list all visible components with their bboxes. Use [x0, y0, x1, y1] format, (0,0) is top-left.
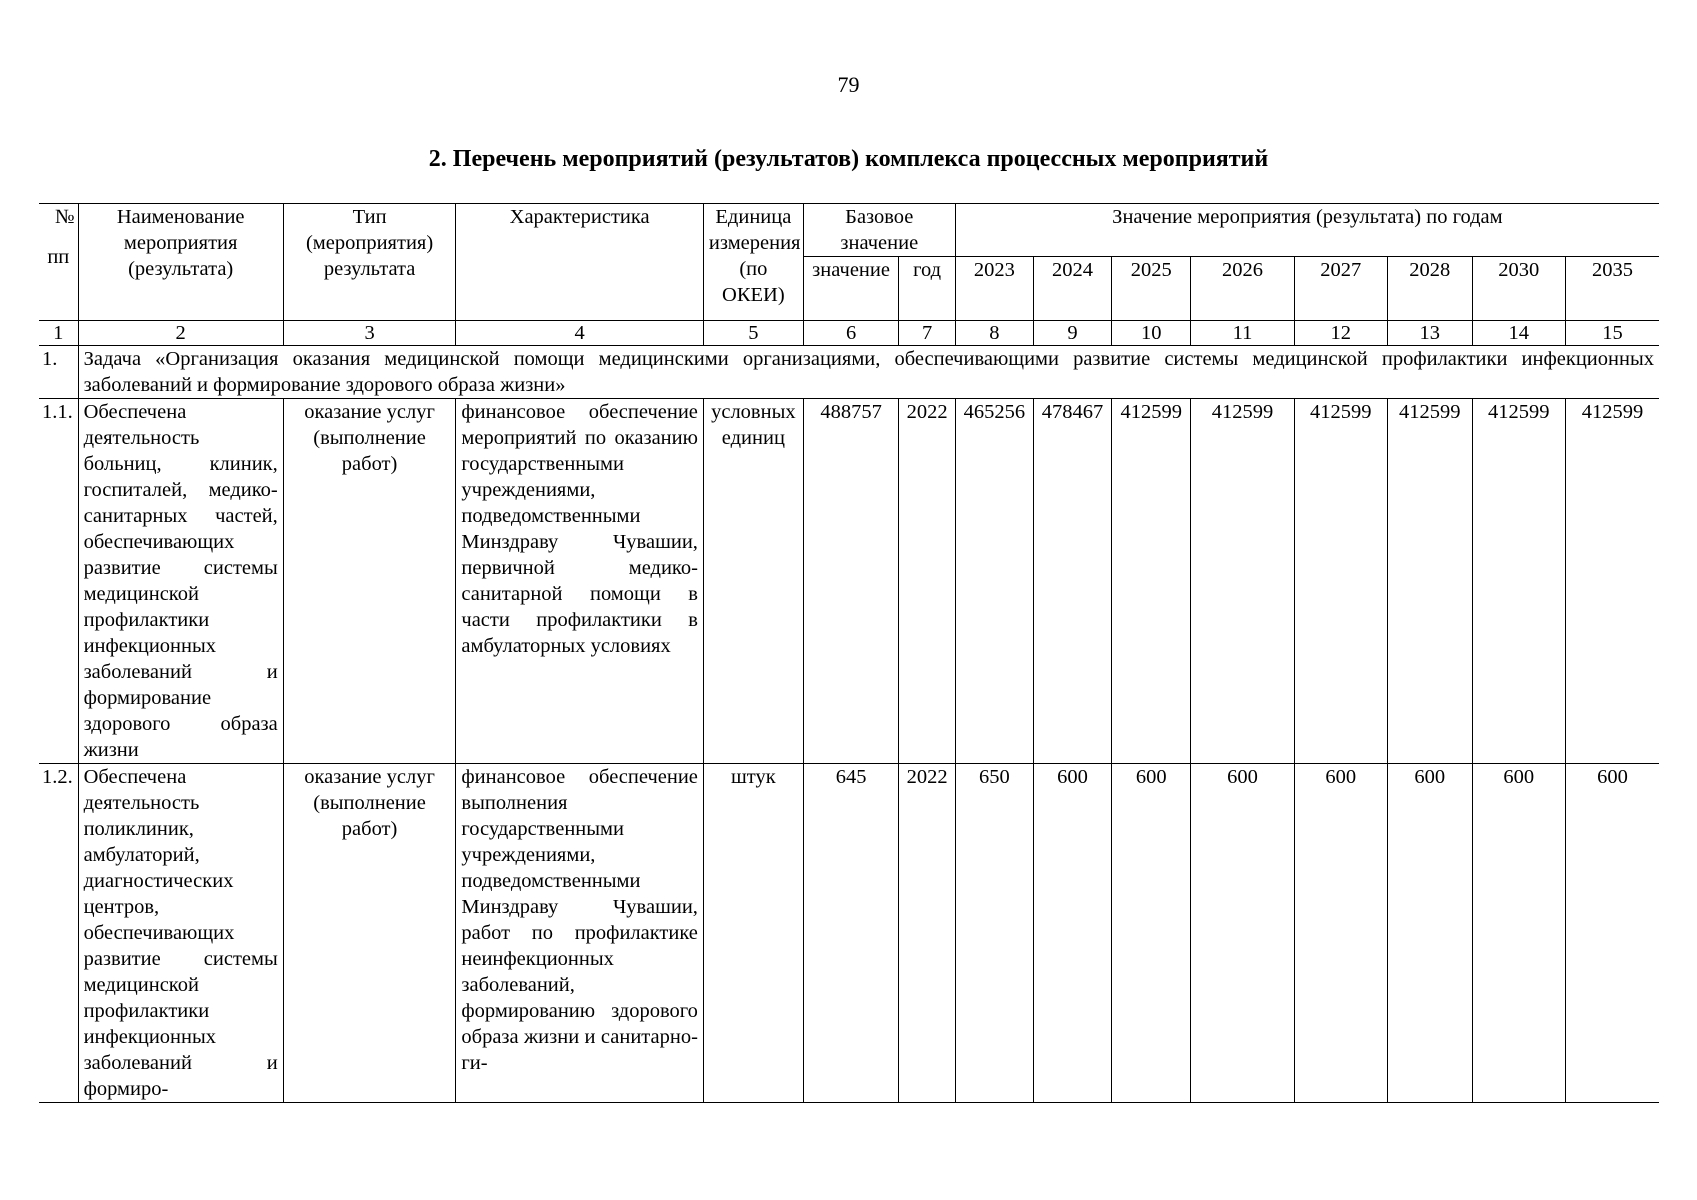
row-num: 1.1. [39, 399, 78, 764]
row-name: Обеспечена деятельность поликлиник, амбулаторий, диагностических центров, обеспечивающих развитие системы медицинской профилактики инфекционных заболеваний и формиро- [78, 764, 283, 1103]
header-year: 2024 [1033, 257, 1111, 321]
task-row [39, 346, 1659, 399]
header-base: Базовое значение [803, 204, 955, 257]
column-index: 2 [78, 321, 283, 346]
row-base-year: 2022 [899, 764, 955, 1103]
header-year: 2026 [1191, 257, 1294, 321]
row-base-value: 488757 [803, 399, 899, 764]
row-value: 478467 [1033, 399, 1111, 764]
header-year: 2023 [955, 257, 1033, 321]
column-index: 4 [456, 321, 704, 346]
header-name: Наименование мероприятия (результата) [78, 204, 283, 321]
row-unit: условных единиц [703, 399, 803, 764]
column-index: 1 [39, 321, 78, 346]
table-header-row [39, 204, 1659, 257]
page-title: 2. Перечень мероприятий (результатов) комплекса процессных мероприятий [428, 146, 1269, 172]
row-num: 1.2. [39, 764, 78, 1103]
header-base-year: год [899, 257, 955, 321]
row-value: 600 [1294, 764, 1387, 1103]
row-name: Обеспечена деятельность больниц, клиник, госпиталей, медико-санитарных частей, обеспечивающих развитие системы медицинской профилактики инфекционных заболеваний и формирование здорового образа жизни [78, 399, 283, 764]
column-index: 10 [1112, 321, 1191, 346]
row-value: 600 [1191, 764, 1294, 1103]
row-type: оказание услуг (выполнение работ) [283, 764, 456, 1103]
header-base-value: значение [803, 257, 899, 321]
column-index: 7 [899, 321, 955, 346]
column-index: 13 [1387, 321, 1472, 346]
header-unit: Единица измерения (по ОКЕИ) [703, 204, 803, 321]
row-value: 412599 [1565, 399, 1659, 764]
row-value: 650 [955, 764, 1033, 1103]
column-index: 5 [703, 321, 803, 346]
row-value: 600 [1565, 764, 1659, 1103]
header-years: Значение мероприятия (результата) по годам [955, 204, 1659, 257]
row-value: 412599 [1112, 399, 1191, 764]
row-value: 600 [1387, 764, 1472, 1103]
header-num: № пп [39, 204, 78, 321]
row-value: 465256 [955, 399, 1033, 764]
row-value: 412599 [1387, 399, 1472, 764]
header-type: Тип (мероприятия) результата [283, 204, 456, 321]
task-num: 1. [39, 346, 78, 399]
header-year: 2027 [1294, 257, 1387, 321]
row-unit: штук [703, 764, 803, 1103]
column-index: 14 [1472, 321, 1565, 346]
column-index: 9 [1033, 321, 1111, 346]
row-characteristic: финансовое обеспечение мероприятий по оказанию государственными учреждениями, подведомственными Минздраву Чувашии, первичной медико-санитарной помощи в части профилактики в амбулаторных условиях [456, 399, 704, 764]
row-base-year: 2022 [899, 399, 955, 764]
row-value: 600 [1472, 764, 1565, 1103]
header-characteristic: Характеристика [456, 204, 704, 321]
row-value: 600 [1033, 764, 1111, 1103]
row-value: 600 [1112, 764, 1191, 1103]
column-index: 11 [1191, 321, 1294, 346]
row-value: 412599 [1191, 399, 1294, 764]
page-number: 79 [837, 72, 860, 97]
column-index: 8 [955, 321, 1033, 346]
row-value: 412599 [1294, 399, 1387, 764]
row-type: оказание услуг (выполнение работ) [283, 399, 456, 764]
column-index: 12 [1294, 321, 1387, 346]
column-index: 3 [283, 321, 456, 346]
row-characteristic: финансовое обеспечение выполнения государственными учреждениями, подведомственными Минздраву Чувашии, работ по профилактике неинфекционных заболеваний, формированию здорового образа жизни и санитарно-ги- [456, 764, 704, 1103]
column-index-row [39, 321, 1659, 346]
table-row [39, 764, 1659, 1103]
row-base-value: 645 [803, 764, 899, 1103]
header-year: 2025 [1112, 257, 1191, 321]
row-value: 412599 [1472, 399, 1565, 764]
measures-table [39, 203, 1659, 1103]
column-index: 15 [1565, 321, 1659, 346]
header-year: 2030 [1472, 257, 1565, 321]
column-index: 6 [803, 321, 899, 346]
table-row [39, 399, 1659, 764]
header-year: 2028 [1387, 257, 1472, 321]
task-text: Задача «Организация оказания медицинской помощи медицинскими организациями, обеспечивающими развитие системы медицинской профилактики инфекционных заболеваний и формирование здорового образа жизни» [78, 346, 1659, 399]
header-year: 2035 [1565, 257, 1659, 321]
